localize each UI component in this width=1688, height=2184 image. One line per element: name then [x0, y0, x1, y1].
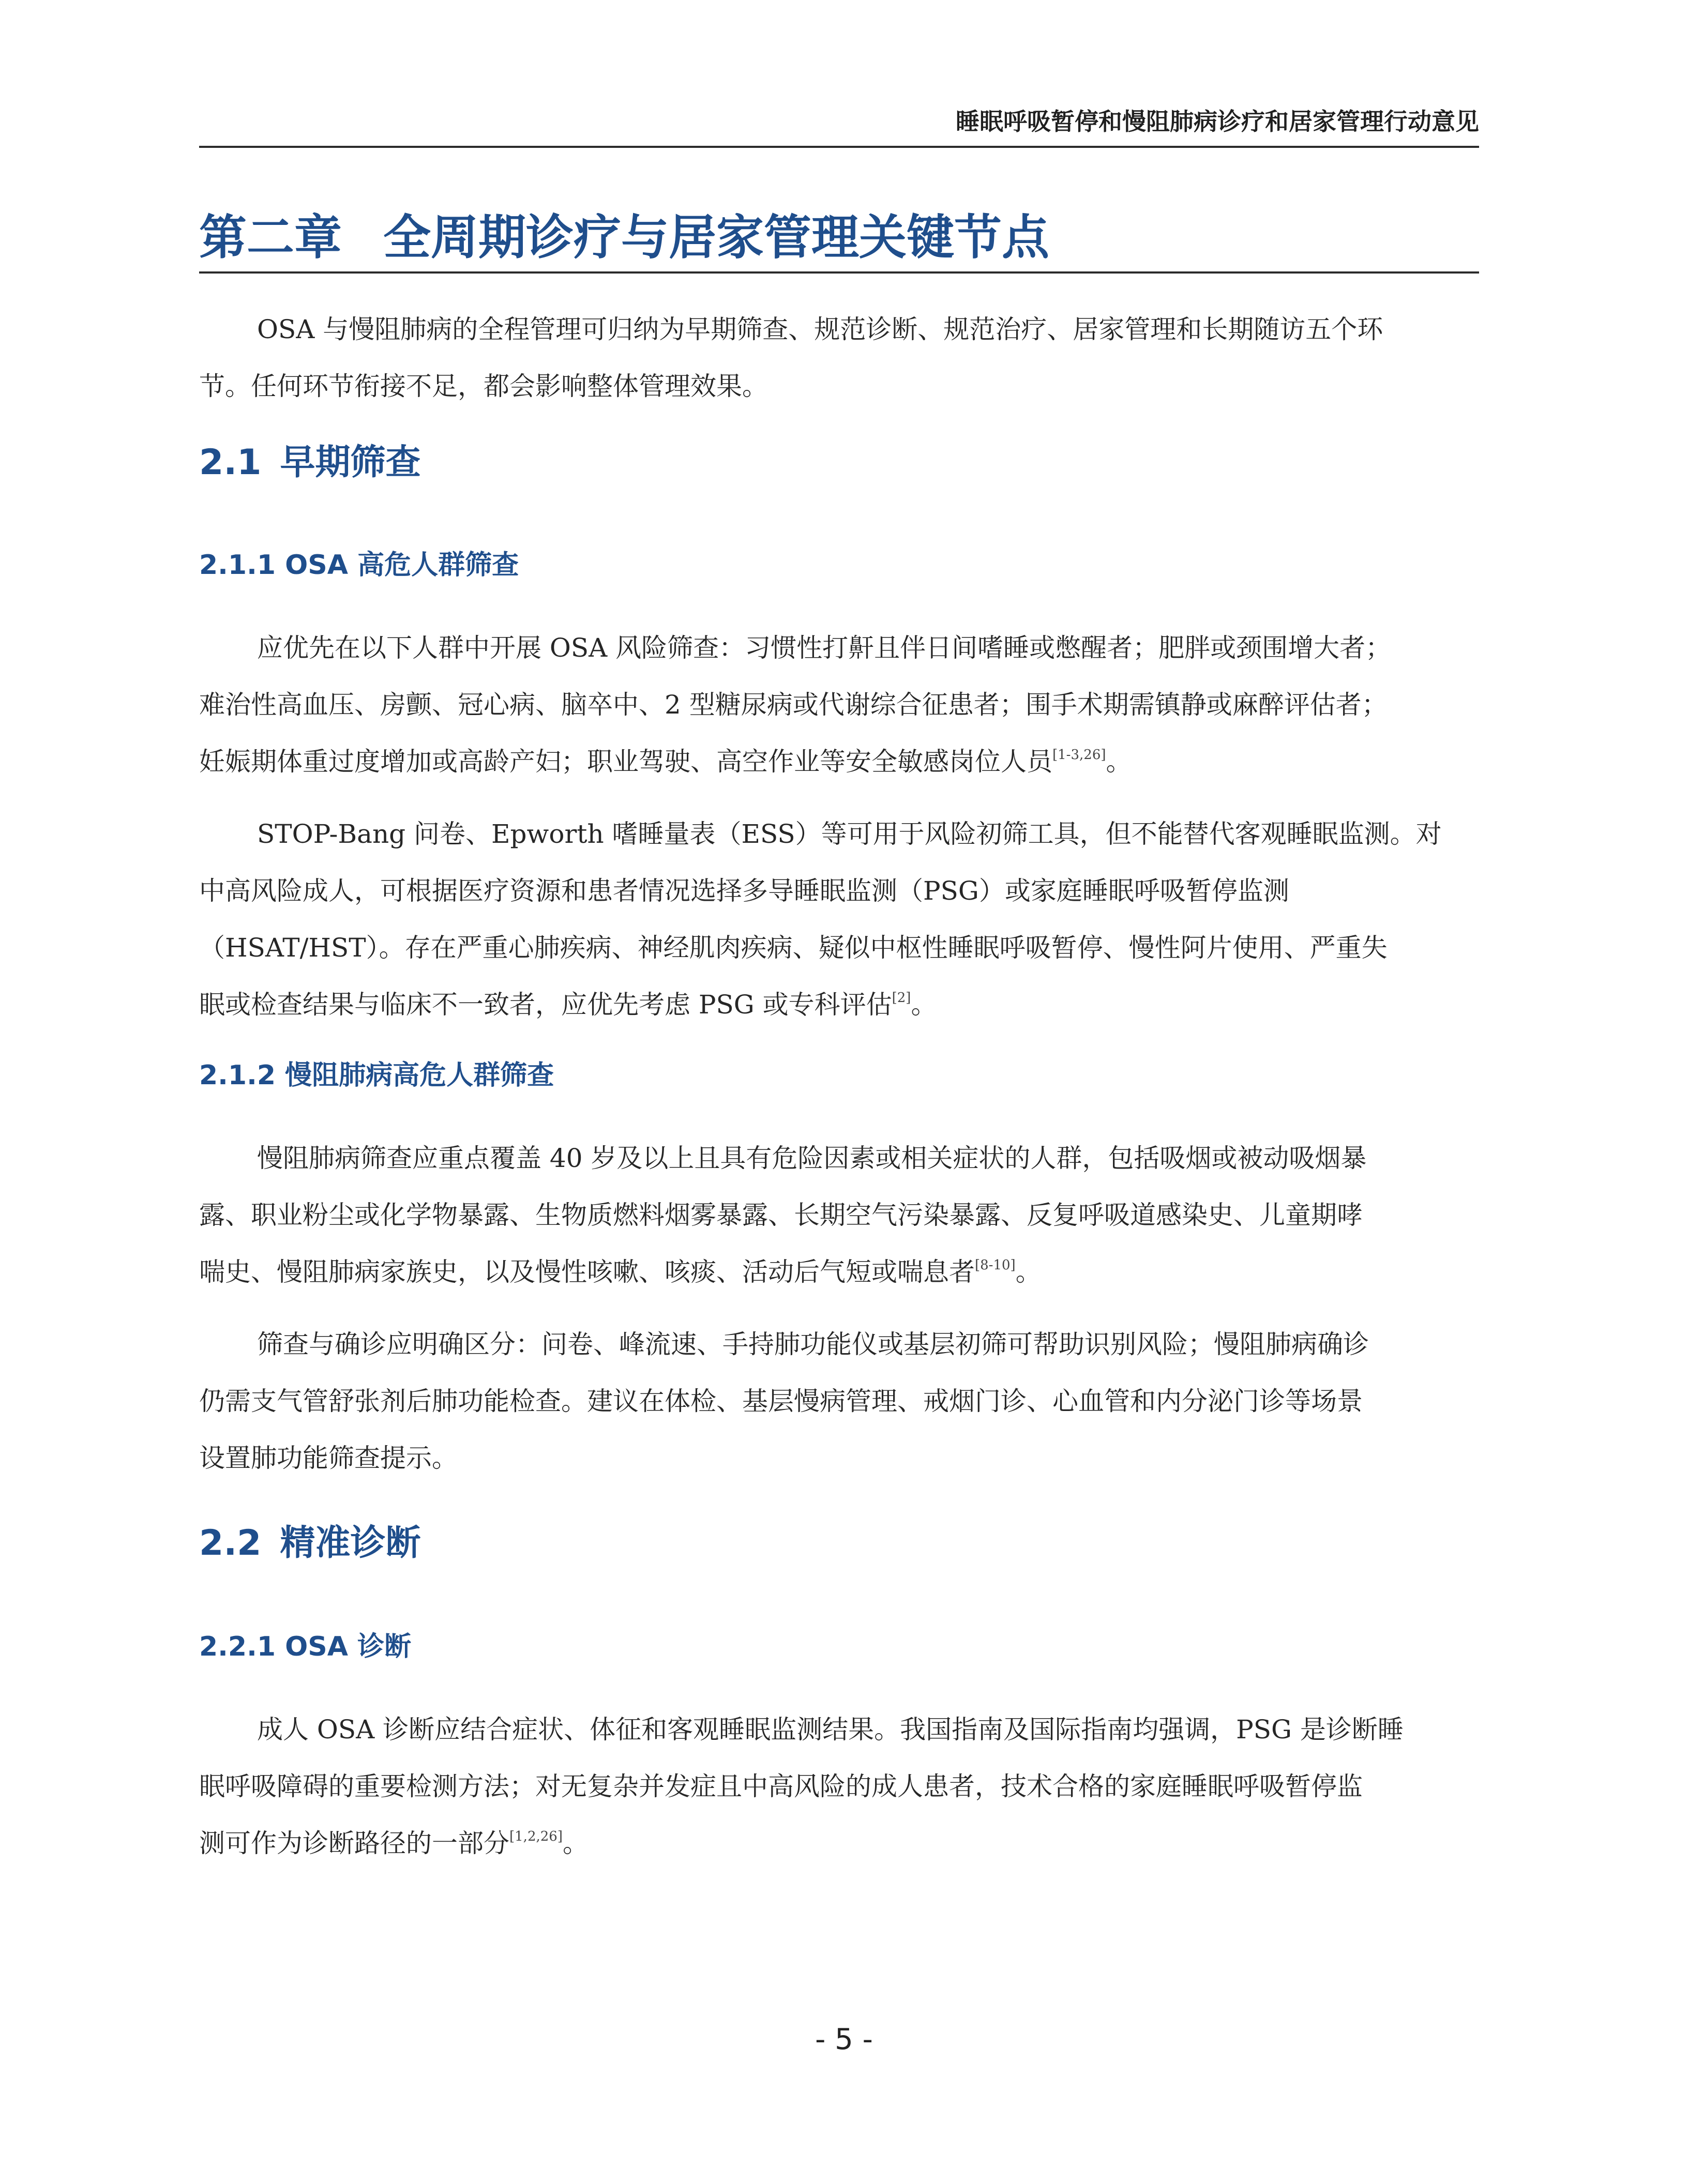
paragraph-line: 眠呼吸障碍的重要检测方法；对无复杂并发症且中高风险的成人患者，技术合格的家庭睡眠呼吸暂停监 [199, 1771, 1363, 1801]
line-end: 。 [911, 990, 937, 1020]
section-heading-2-2 [199, 1520, 420, 1567]
paragraph-line [199, 733, 1479, 790]
section-heading-2-1 [199, 439, 420, 486]
section-title: 精准诊断 [280, 1523, 421, 1564]
paragraph-line: （HSAT/HST）。存在严重心肺疾病、神经肌肉疾病、疑似中枢性睡眠呼吸暂停、慢性阿片使用、严重失 [199, 933, 1388, 963]
subsection-heading-2-1-2 [199, 1057, 554, 1094]
section-number: 2.1 [199, 442, 262, 483]
osa-screening-population-paragraph [199, 619, 1479, 790]
osa-diagnosis-paragraph [199, 1701, 1479, 1872]
paragraph-line: 慢阻肺病筛查应重点覆盖 40 岁及以上且具有危险因素或相关症状的人群，包括吸烟或被动吸烟暴 [257, 1143, 1367, 1173]
subsection-heading-2-1-1 [199, 547, 519, 583]
paragraph-line [199, 1243, 1479, 1300]
line-text: 喘史、慢阻肺病家族史，以及慢性咳嗽、咳痰、活动后气短或喘息者 [199, 1257, 975, 1287]
subsection-heading-2-2-1 [199, 1629, 411, 1665]
paragraph-line: 中高风险成人，可根据医疗资源和患者情况选择多导睡眠监测（PSG）或家庭睡眠呼吸暂停监测 [199, 876, 1289, 906]
paragraph-line [199, 1815, 1479, 1872]
line-end: 。 [1106, 747, 1132, 777]
subsection-number: 2.1.2 [199, 1060, 276, 1091]
paragraph-line [199, 976, 1479, 1033]
citation: [1-3,26] [1052, 747, 1106, 763]
line-text: 测可作为诊断路径的一部分 [199, 1828, 509, 1858]
page-number: - 5 - [815, 2023, 873, 2056]
section-title: 早期筛查 [280, 442, 421, 483]
paragraph-line: 应优先在以下人群中开展 OSA 风险筛查：习惯性打鼾且伴日间嗜睡或憋醒者；肥胖或颈围增大者； [257, 633, 1392, 663]
subsection-title: 慢阻肺病高危人群筛查 [285, 1060, 554, 1091]
chapter-number: 第二章 [199, 210, 342, 265]
copd-screening-population-paragraph [199, 1130, 1479, 1300]
line-end: 。 [1015, 1257, 1042, 1287]
subsection-number: 2.1.1 [199, 550, 276, 581]
chapter-title [199, 204, 1479, 274]
paragraph-line: 筛查与确诊应明确区分：问卷、峰流速、手持肺功能仪或基层初筛可帮助识别风险；慢阻肺病确诊 [257, 1329, 1369, 1359]
chapter-intro-paragraph [199, 301, 1479, 415]
paragraph-line: 设置肺功能筛查提示。 [199, 1443, 458, 1473]
subsection-number: 2.2.1 [199, 1631, 276, 1662]
paragraph-line: 成人 OSA 诊断应结合症状、体征和客观睡眠监测结果。我国指南及国际指南均强调，PSG 是诊断睡 [257, 1715, 1404, 1745]
paragraph-line: 节。任何环节衔接不足，都会影响整体管理效果。 [199, 371, 768, 401]
citation: [2] [892, 990, 911, 1006]
citation: [1,2,26] [509, 1829, 563, 1844]
paragraph-line: OSA 与慢阻肺病的全程管理可归纳为早期筛查、规范诊断、规范治疗、居家管理和长期随访五个环 [257, 314, 1383, 344]
osa-screening-tools-paragraph [199, 806, 1479, 1033]
subsection-title: OSA 诊断 [285, 1631, 412, 1662]
line-text: 眠或检查结果与临床不一致者，应优先考虑 PSG 或专科评估 [199, 990, 892, 1020]
paragraph-line: 难治性高血压、房颤、冠心病、脑卒中、2 型糖尿病或代谢综合征患者；围手术期需镇静或麻醉评估者； [199, 690, 1388, 720]
paragraph-line: 露、职业粉尘或化学物暴露、生物质燃料烟雾暴露、长期空气污染暴露、反复呼吸道感染史、儿童期哮 [199, 1200, 1363, 1230]
citation: [8-10] [975, 1257, 1016, 1273]
line-end: 。 [562, 1828, 589, 1858]
line-text: 妊娠期体重过度增加或高龄产妇；职业驾驶、高空作业等安全敏感岗位人员 [199, 747, 1052, 777]
paragraph-line: 仍需支气管舒张剂后肺功能检查。建议在体检、基层慢病管理、戒烟门诊、心血管和内分泌门诊等场景 [199, 1386, 1363, 1416]
copd-screening-diagnosis-paragraph [199, 1316, 1479, 1487]
subsection-title: OSA 高危人群筛查 [285, 550, 519, 581]
paragraph-line: STOP-Bang 问卷、Epworth 嗜睡量表（ESS）等可用于风险初筛工具，但不能替代客观睡眠监测。对 [257, 819, 1442, 849]
chapter-title-text: 全周期诊疗与居家管理关键节点 [383, 210, 1050, 265]
section-number: 2.2 [199, 1523, 262, 1564]
running-header: 睡眠呼吸暂停和慢阻肺病诊疗和居家管理行动意见 [199, 103, 1479, 148]
